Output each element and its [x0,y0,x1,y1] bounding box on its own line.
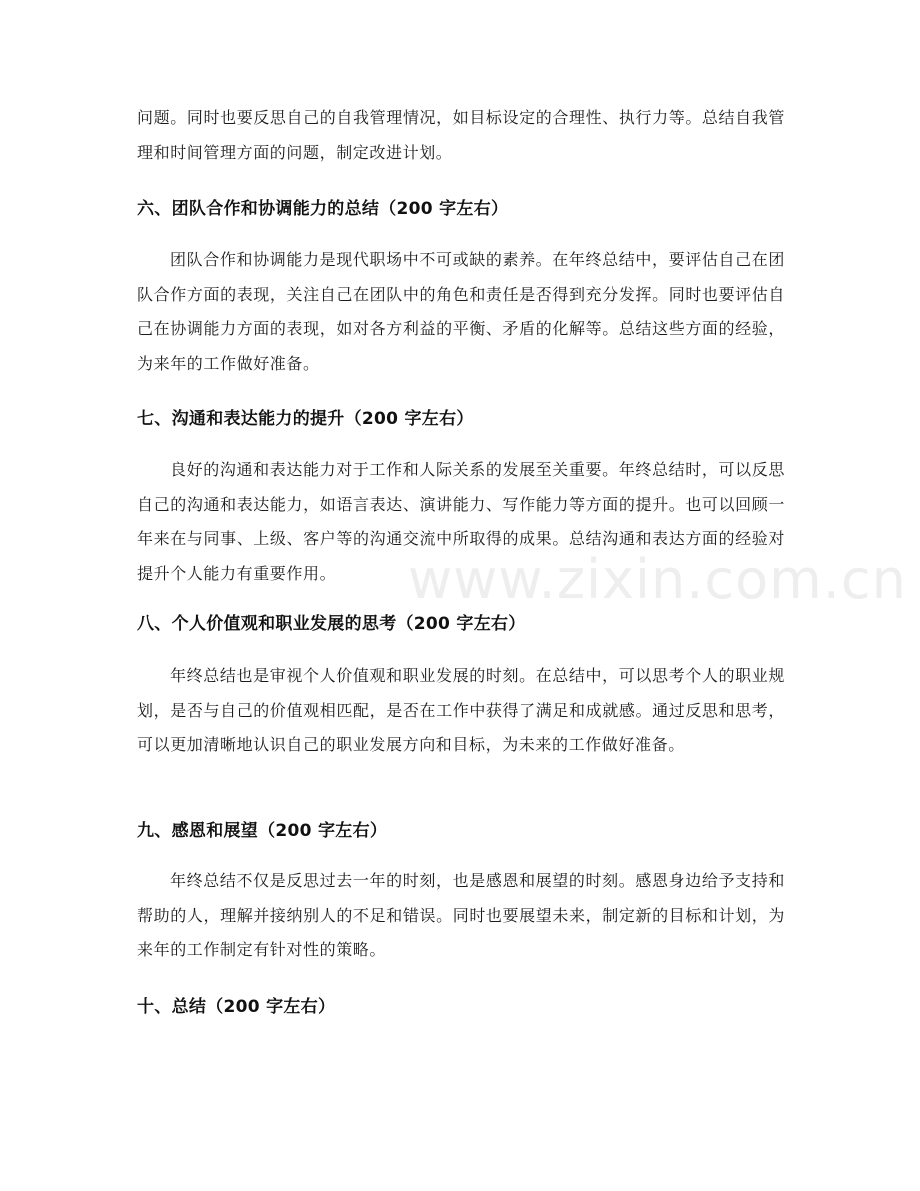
paragraph-section-six: 团队合作和协调能力是现代职场中不可或缺的素养。在年终总结中，要评估自己在团队合作方面的表现，关注自己在团队中的角色和责任是否得到充分发挥。同时也要评估自己在协调能力方面的表现，如对各方利益的平衡、矛盾的化解等。总结这些方面的经验，为来年的工作做好准备。 [137,250,785,373]
section-nine-body [137,864,785,968]
section-seven-heading [137,407,785,431]
section-six-body [137,243,785,381]
section-ten-heading [137,995,785,1019]
heading-section-seven: 七、沟通和表达能力的提升（200 字左右） [137,409,474,429]
section-six-heading [137,197,785,221]
section-eight-body [137,659,785,763]
section-seven-body [137,453,785,591]
heading-section-eight: 八、个人价值观和职业发展的思考（200 字左右） [137,614,526,634]
paragraph-section-eight: 年终总结也是审视个人价值观和职业发展的时刻。在总结中，可以思考个人的职业规划，是否与自己的价值观相匹配，是否在工作中获得了满足和成就感。通过反思和思考，可以更加清晰地认识自己的职业发展方向和目标，为未来的工作做好准备。 [137,666,785,754]
section-continuation [137,101,785,170]
heading-section-six: 六、团队合作和协调能力的总结（200 字左右） [137,199,509,219]
section-nine-heading [137,819,785,843]
paragraph-continuation: 问题。同时也要反思自己的自我管理情况，如目标设定的合理性、执行力等。总结自我管理和时间管理方面的问题，制定改进计划。 [137,108,785,162]
heading-section-ten: 十、总结（200 字左右） [137,997,336,1017]
section-eight-heading [137,612,785,636]
watermark-text: www.zixin.com.cn [408,548,907,611]
paragraph-section-nine: 年终总结不仅是反思过去一年的时刻，也是感恩和展望的时刻。感恩身边给予支持和帮助的人，理解并接纳别人的不足和错误。同时也要展望未来，制定新的目标和计划，为来年的工作制定有针对性的策略。 [137,871,785,959]
paragraph-section-seven: 良好的沟通和表达能力对于工作和人际关系的发展至关重要。年终总结时，可以反思自己的沟通和表达能力，如语言表达、演讲能力、写作能力等方面的提升。也可以回顾一年来在与同事、上级、客户等的沟通交流中所取得的成果。总结沟通和表达方面的经验对提升个人能力有重要作用。 [137,460,785,583]
heading-section-nine: 九、感恩和展望（200 字左右） [137,821,388,841]
